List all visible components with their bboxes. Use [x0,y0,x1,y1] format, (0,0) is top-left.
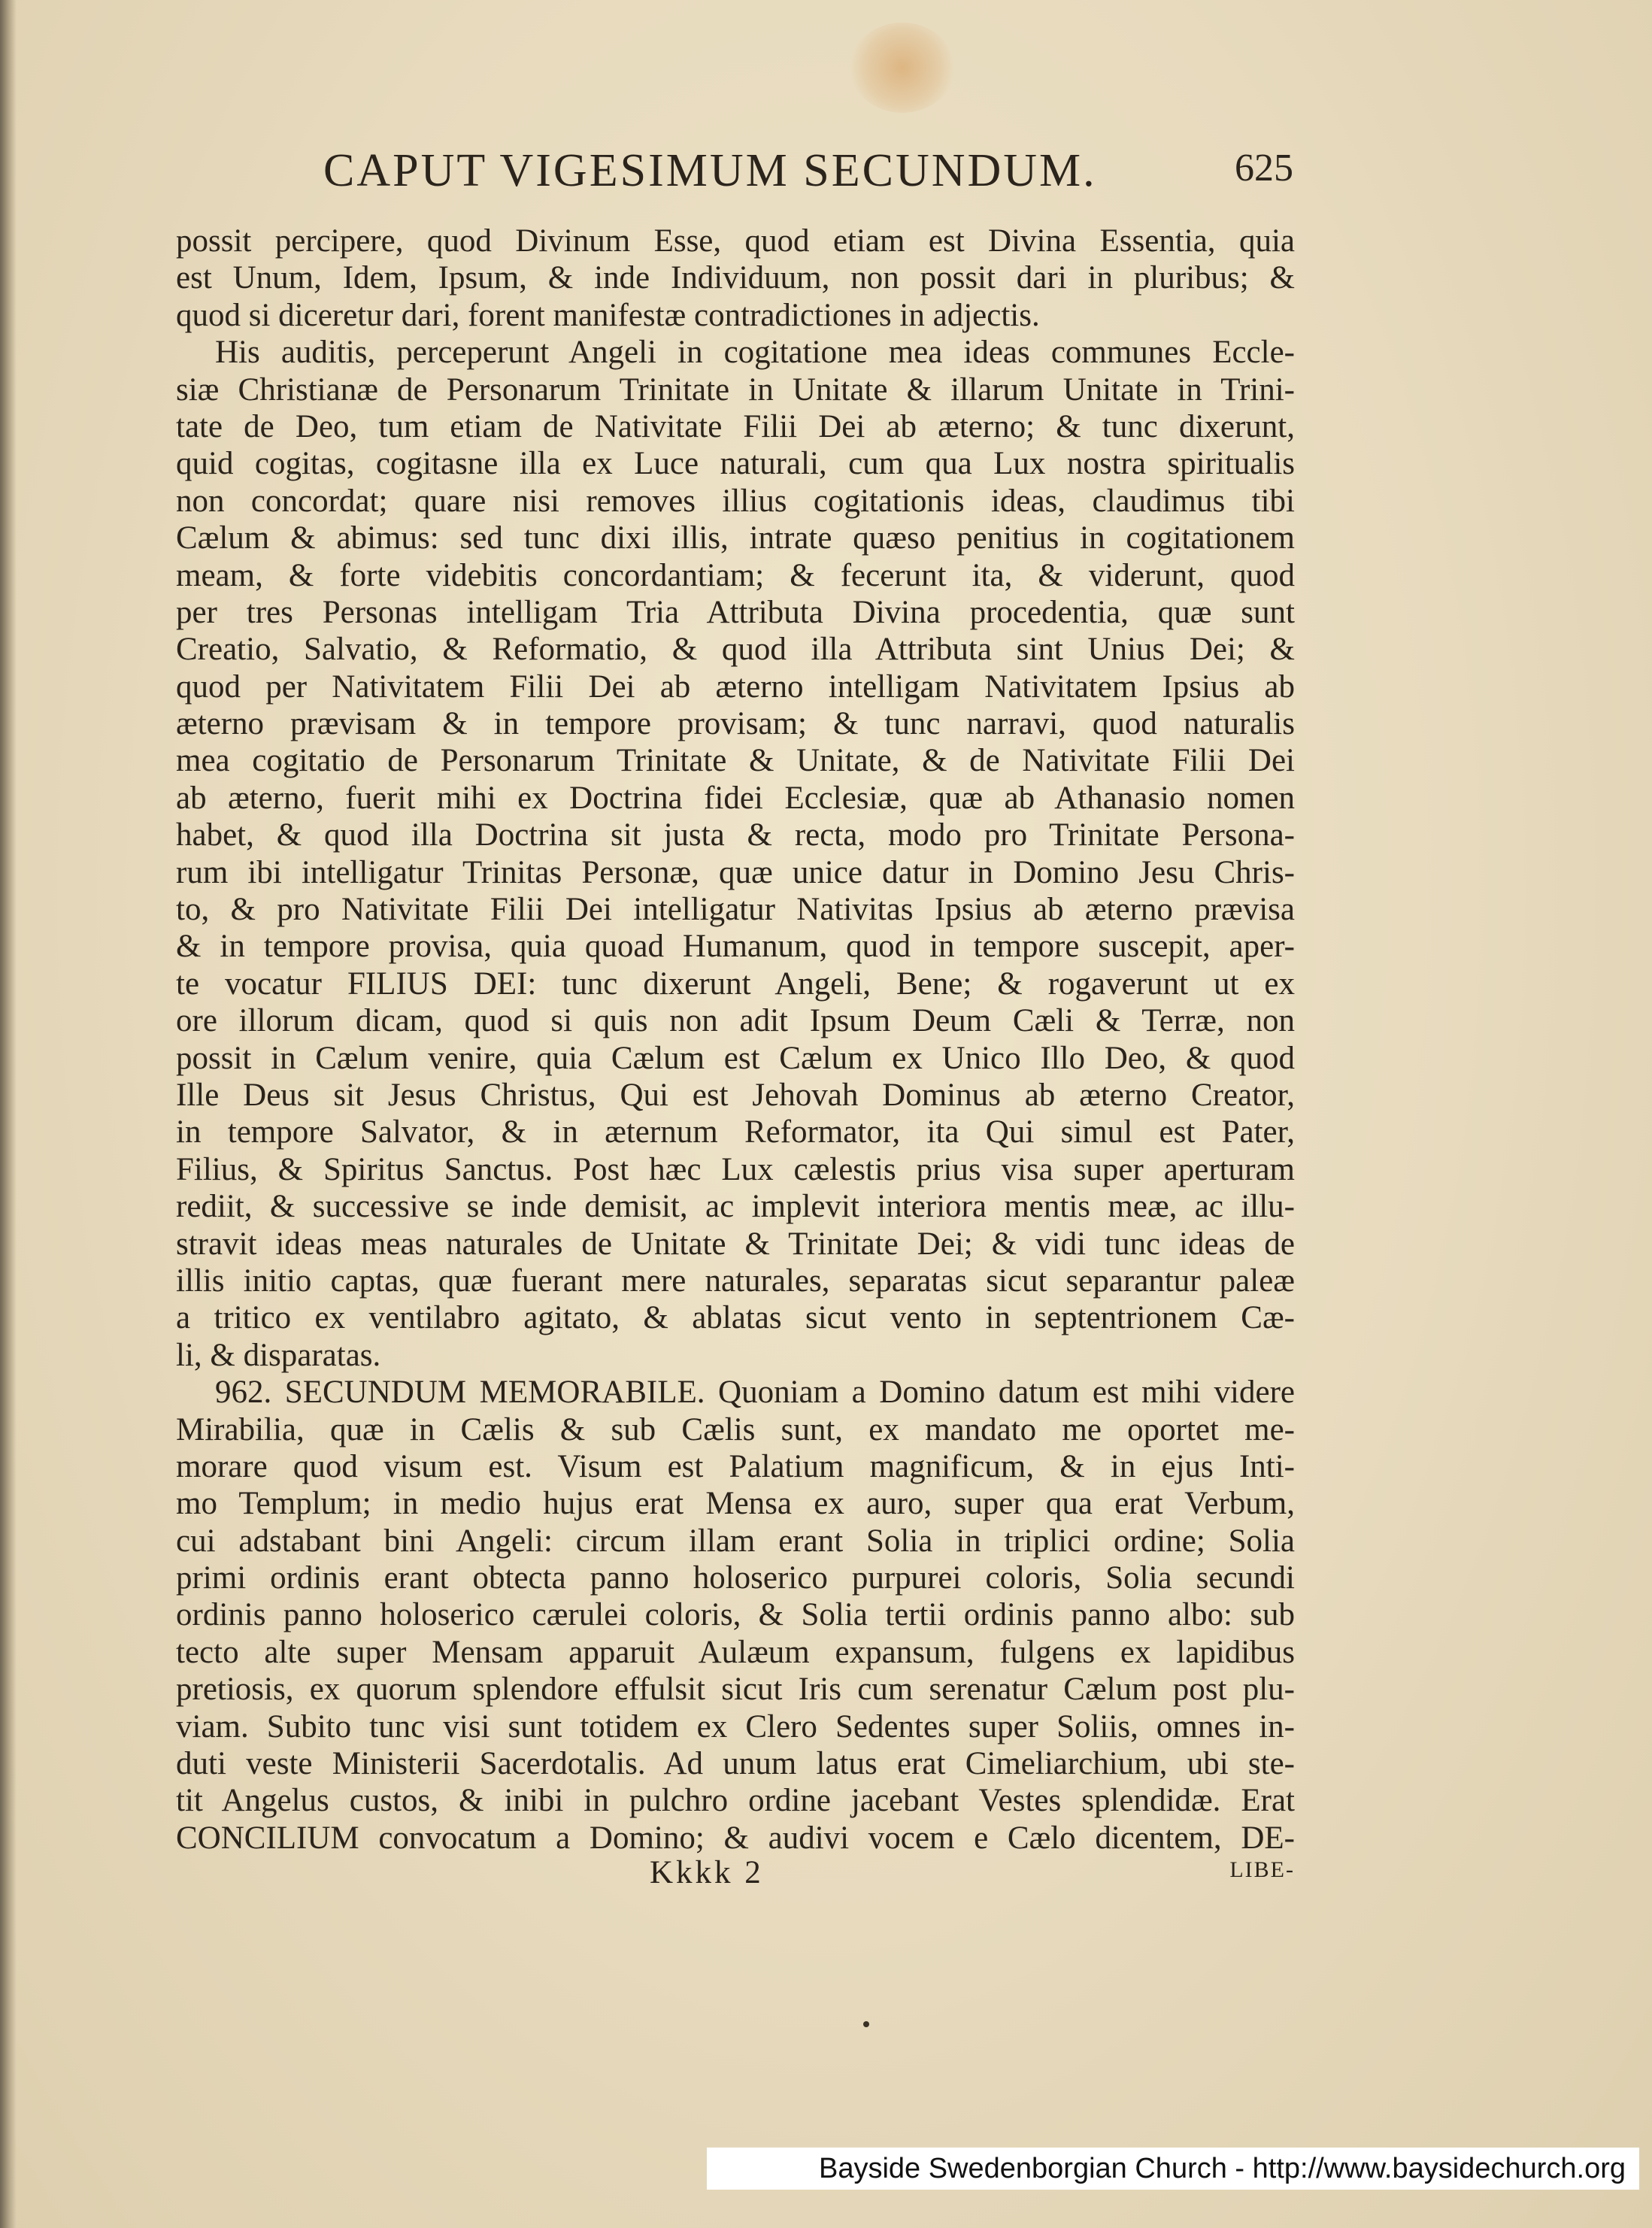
text-line: ore illorum dicam, quod si quis non adit Ipsum Deum Cæli & Terræ, non [176,1003,1295,1039]
text-line: meam, & forte videbitis concordantiam; & fecerunt ita, & viderunt, quod [176,557,1295,593]
running-head-title: CAPUT VIGESIMUM SECUNDUM. [323,145,1097,196]
text-line: ab æterno, fuerit mihi ex Doctrina fidei Ecclesiæ, quæ ab Athanasio nomen [176,780,1295,816]
text-line: Ille Deus sit Jesus Christus, Qui est Jehovah Dominus ab æterno Creator, [176,1077,1295,1113]
text-line: rediit, & successive se inde demisit, ac implevit interiora mentis meæ, ac illu- [176,1189,1295,1225]
text-line: æterno prævisam & in tempore provisam; & tunc narravi, quod naturalis [176,706,1295,742]
text-line: possit percipere, quod Divinum Esse, quod etiam est Divina Essentia, quia [176,223,1295,259]
text-line: rum ibi intelligatur Trinitas Personæ, quæ unice datur in Domino Jesu Chris- [176,854,1295,890]
text-line: te vocatur FILIUS DEI: tunc dixerunt Angeli, Bene; & rogaverunt ut ex [176,965,1295,1002]
text-line: quid cogitas, cogitasne illa ex Luce naturali, cum qua Lux nostra spiritualis [176,446,1295,482]
text-line: cui adstabant bini Angeli: circum illam erant Solia in triplici ordine; Solia [176,1523,1295,1559]
paragraph-start-line: His auditis, perceperunt Angeli in cogitatione mea ideas communes Eccle- [215,335,1295,371]
paper-stain [850,23,955,113]
text-line: est Unum, Idem, Ipsum, & inde Individuum, non possit dari in pluribus; & [176,260,1295,296]
text-line: CONCILIUM convocatum a Domino; & audivi vocem e Cælo dicentem, DE- [176,1820,1295,1856]
text-line: illis initio captas, quæ fuerant mere naturales, separatas sicut separantur paleæ [176,1263,1295,1299]
text-line: quod si diceretur dari, forent manifestæ contradictiones in adjectis. [176,297,1040,333]
text-line: in tempore Salvator, & in æternum Reformator, ita Qui simul est Pater, [176,1114,1295,1150]
text-line: habet, & quod illa Doctrina sit justa & recta, modo pro Trinitate Persona- [176,817,1295,853]
text-line: non concordat; quare nisi removes illius cogitationis ideas, claudimus tibi [176,483,1295,519]
text-line: Cælum & abimus: sed tunc dixi illis, intrate quæso penitius in cogitationem [176,520,1295,556]
text-line: Mirabilia, quæ in Cælis & sub Cælis sunt, ex mandato me oportet me- [176,1411,1295,1447]
text-line: mo Templum; in medio hujus erat Mensa ex auro, super qua erat Verbum, [176,1486,1295,1522]
text-line: & in tempore provisa, quia quoad Humanum, quod in tempore suscepit, aper- [176,929,1295,965]
body-text [176,223,1295,1857]
watermark-banner: Bayside Swedenborgian Church - http://www.baysidechurch.org [707,2148,1639,2190]
text-line: per tres Personas intelligam Tria Attributa Divina procedentia, quæ sunt [176,594,1295,630]
text-line: a tritico ex ventilabro agitato, & ablatas sicut vento in septentrionem Cæ- [176,1300,1295,1336]
text-line: Filius, & Spiritus Sanctus. Post hæc Lux cælestis prius visa super aperturam [176,1151,1295,1187]
text-line: quod per Nativitatem Filii Dei ab æterno intelligam Nativitatem Ipsius ab [176,668,1295,705]
text-line: stravit ideas meas naturales de Unitate & Trinitate Dei; & vidi tunc ideas de [176,1226,1295,1262]
text-line: mea cogitatio de Personarum Trinitate & Unitate, & de Nativitate Filii Dei [176,743,1295,779]
page-edge-shadow [0,0,17,2228]
ink-dot [863,2021,869,2027]
text-line: viam. Subito tunc visi sunt totidem ex Clero Sedentes super Soliis, omnes in- [176,1708,1295,1745]
text-line: li, & disparatas. [176,1337,381,1373]
text-line: to, & pro Nativitate Filii Dei intelligatur Nativitas Ipsius ab æterno prævisa [176,892,1295,928]
catchword: LIBE- [1229,1857,1295,1882]
text-line: possit in Cælum venire, quia Cælum est Cælum ex Unico Illo Deo, & quod [176,1040,1295,1076]
signature-mark: Kkkk 2 [650,1855,764,1890]
text-line: tit Angelus custos, & inibi in pulchro ordine jacebant Vestes splendidæ. Erat [176,1783,1295,1819]
text-line: pretiosis, ex quorum splendore effulsit sicut Iris cum serenatur Cælum post plu- [176,1672,1295,1708]
text-line: tecto alte super Mensam apparuit Aulæum expansum, fulgens ex lapidibus [176,1634,1295,1670]
text-line: duti veste Ministerii Sacerdotalis. Ad unum latus erat Cimeliarchium, ubi ste- [176,1746,1295,1782]
paragraph-start-line: 962. SECUNDUM MEMORABILE. Quoniam a Domino datum est mihi videre [215,1375,1295,1411]
page-footer [176,1854,1295,1892]
running-head [316,144,1293,205]
text-line: tate de Deo, tum etiam de Nativitate Filii Dei ab æterno; & tunc dixerunt, [176,408,1295,444]
text-line: primi ordinis erant obtecta panno holoserico purpurei coloris, Solia secundi [176,1560,1295,1596]
text-line: Creatio, Salvatio, & Reformatio, & quod illa Attributa sint Unius Dei; & [176,632,1295,668]
text-line: morare quod visum est. Visum est Palatium magnificum, & in ejus Inti- [176,1448,1295,1484]
page-number: 625 [1235,147,1293,189]
text-line: siæ Christianæ de Personarum Trinitate in Unitate & illarum Unitate in Trini- [176,371,1295,408]
text-line: ordinis panno holoserico cærulei coloris, & Solia tertii ordinis panno albo: sub [176,1597,1295,1633]
